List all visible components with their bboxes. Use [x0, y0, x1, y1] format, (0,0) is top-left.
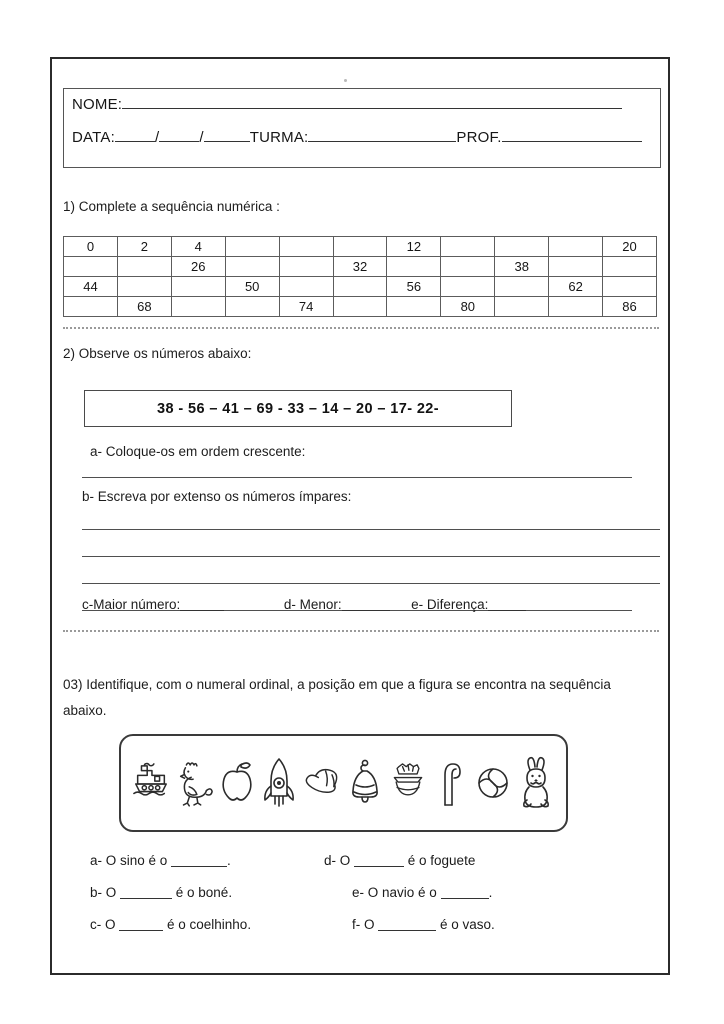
seq-cell[interactable]	[279, 237, 333, 257]
question-3-answer-b	[90, 885, 232, 900]
answer-a-blank[interactable]	[171, 854, 227, 867]
question-3-number: 03)	[63, 677, 83, 692]
seq-cell[interactable]	[225, 237, 279, 257]
answer-c-before: c- O	[90, 917, 120, 932]
answer-a-before: a- O sino é o	[90, 853, 172, 868]
seq-cell[interactable]: 56	[387, 277, 441, 297]
question-3-answer-c	[90, 917, 251, 932]
seq-cell[interactable]	[333, 277, 387, 297]
seq-cell[interactable]	[441, 277, 495, 297]
seq-cell[interactable]	[117, 277, 171, 297]
answer-e-after: .	[488, 885, 493, 900]
cap-figure	[302, 744, 342, 822]
seq-cell[interactable]	[495, 277, 549, 297]
question-3-text: Identifique, com o numeral ordinal, a posição em que a figura se encontra na sequência abaixo.	[63, 677, 611, 719]
data-turma-prof-line	[72, 129, 642, 146]
seq-cell[interactable]: 20	[603, 237, 657, 257]
data-slash-2: /	[199, 129, 204, 146]
seq-cell[interactable]	[279, 257, 333, 277]
worksheet-content	[52, 59, 668, 973]
vase-figure	[388, 744, 428, 822]
answer-e-before: e- O navio é o	[352, 885, 441, 900]
data-label: DATA:	[72, 129, 115, 146]
student-identification-box	[63, 88, 661, 168]
turma-blank[interactable]	[308, 129, 456, 142]
question-2c-label: c-Maior número:	[82, 597, 181, 612]
table-row	[64, 277, 657, 297]
seq-cell[interactable]	[603, 277, 657, 297]
rabbit-figure	[516, 744, 556, 822]
seq-cell[interactable]: 86	[603, 297, 657, 317]
seq-cell[interactable]: 12	[387, 237, 441, 257]
question-2-prompt	[63, 346, 251, 361]
seq-cell[interactable]	[171, 277, 225, 297]
question-2d-label: d- Menor:	[283, 597, 342, 612]
question-2b-answer-line-2[interactable]	[82, 556, 660, 557]
question-3-prompt	[63, 672, 653, 725]
question-1-number: 1)	[63, 199, 76, 214]
question-2b-answer-line-3[interactable]	[82, 583, 660, 584]
chicken-figure	[174, 744, 214, 822]
answer-c-blank[interactable]	[119, 918, 163, 931]
question-2a-label: a- Coloque-os em ordem crescente:	[90, 444, 306, 459]
question-2b-answer-line-1[interactable]	[82, 529, 660, 530]
seq-cell[interactable]	[279, 277, 333, 297]
seq-cell[interactable]: 26	[171, 257, 225, 277]
seq-cell[interactable]	[64, 297, 118, 317]
seq-cell[interactable]	[64, 257, 118, 277]
question-2-number: 2)	[63, 346, 76, 361]
seq-cell[interactable]	[603, 257, 657, 277]
numbers-list-text: 38 - 56 – 41 – 69 - 33 – 14 – 20 – 17- 22-	[156, 400, 440, 417]
question-3-answer-d	[324, 853, 475, 868]
section-divider-1	[63, 327, 659, 329]
seq-cell[interactable]	[225, 257, 279, 277]
number-sequence-table[interactable]	[63, 236, 657, 317]
data-year-blank[interactable]	[204, 129, 250, 142]
question-3-answer-f	[352, 917, 495, 932]
question-2b-label: b- Escreva por extenso os números ímpares:	[82, 489, 352, 504]
section-divider-2	[63, 630, 659, 632]
question-2e-label: e- Diferença:	[411, 597, 489, 612]
seq-cell[interactable]	[549, 297, 603, 317]
number-sequence-body	[64, 237, 657, 317]
seq-cell[interactable]	[549, 257, 603, 277]
candy-cane-figure	[430, 744, 470, 822]
question-2cde-row	[82, 597, 526, 612]
question-3-answer-e	[352, 885, 492, 900]
question-2e-blank[interactable]	[488, 598, 526, 611]
seq-cell[interactable]: 4	[171, 237, 225, 257]
question-3-answer-a	[90, 853, 231, 868]
nome-line	[72, 96, 622, 113]
seq-cell[interactable]	[441, 257, 495, 277]
seq-cell[interactable]: 2	[117, 237, 171, 257]
apple-figure	[217, 744, 257, 822]
seq-cell[interactable]: 0	[64, 237, 118, 257]
numbers-list-box	[84, 390, 512, 427]
seq-cell[interactable]	[117, 257, 171, 277]
answer-f-before: f- O	[352, 917, 379, 932]
question-1-text: Complete a sequência numérica :	[78, 199, 280, 214]
ship-figure	[131, 744, 171, 822]
seq-cell[interactable]	[333, 237, 387, 257]
seq-cell[interactable]: 80	[441, 297, 495, 317]
answer-e-blank[interactable]	[441, 886, 489, 899]
answer-d-blank[interactable]	[354, 854, 404, 867]
question-2-text: Observe os números abaixo:	[78, 346, 252, 361]
answer-a-after: .	[227, 853, 231, 868]
prof-blank[interactable]	[502, 129, 642, 142]
seq-cell[interactable]: 74	[279, 297, 333, 317]
prof-label: PROF.	[456, 129, 502, 146]
answer-f-blank[interactable]	[378, 918, 436, 931]
table-row	[64, 257, 657, 277]
seq-cell[interactable]: 68	[117, 297, 171, 317]
rocket-figure	[259, 744, 299, 822]
data-day-blank[interactable]	[115, 129, 155, 142]
answer-c-after: é o coelhinho.	[163, 917, 252, 932]
question-2d-blank[interactable]	[342, 598, 390, 611]
seq-cell[interactable]: 32	[333, 257, 387, 277]
seq-cell[interactable]	[441, 237, 495, 257]
nome-label: NOME:	[72, 96, 123, 113]
data-slash-1: /	[154, 129, 160, 146]
table-row	[64, 297, 657, 317]
data-month-blank[interactable]	[159, 129, 199, 142]
answer-f-after: é o vaso.	[436, 917, 495, 932]
answer-b-before: b- O	[90, 885, 121, 900]
bell-figure	[345, 744, 385, 822]
seq-cell[interactable]	[387, 297, 441, 317]
seq-cell[interactable]	[387, 257, 441, 277]
seq-cell[interactable]: 50	[225, 277, 279, 297]
seq-cell[interactable]: 62	[549, 277, 603, 297]
answer-d-before: d- O	[324, 853, 355, 868]
scan-speck	[344, 79, 347, 82]
ball-figure	[473, 744, 513, 822]
seq-cell[interactable]	[333, 297, 387, 317]
turma-label: TURMA:	[249, 129, 309, 146]
answer-b-after: é o boné.	[172, 885, 233, 900]
seq-cell[interactable]	[549, 237, 603, 257]
seq-cell[interactable]	[495, 297, 549, 317]
question-1-prompt	[63, 199, 280, 214]
seq-cell[interactable]	[171, 297, 225, 317]
seq-cell[interactable]: 44	[64, 277, 118, 297]
figure-sequence-strip	[119, 734, 568, 832]
answer-b-blank[interactable]	[120, 886, 172, 899]
nome-blank[interactable]	[122, 96, 622, 109]
question-2c-blank[interactable]	[180, 598, 224, 611]
worksheet-page-frame	[50, 57, 670, 975]
table-row	[64, 237, 657, 257]
answer-d-after: é o foguete	[404, 853, 476, 868]
seq-cell[interactable]: 38	[495, 257, 549, 277]
question-2a-answer-line[interactable]	[82, 477, 632, 478]
seq-cell[interactable]	[225, 297, 279, 317]
seq-cell[interactable]	[495, 237, 549, 257]
